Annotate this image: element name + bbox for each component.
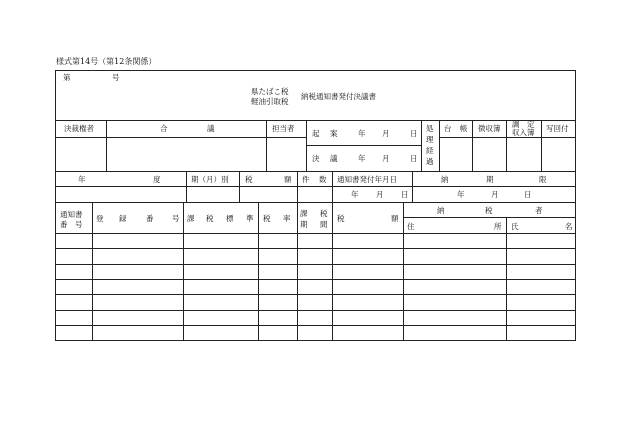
tax-amount-char: 額 (391, 214, 399, 223)
notice-number-label-1: 通知書 (60, 210, 83, 219)
rule (403, 202, 404, 341)
rule (186, 171, 187, 202)
tax-base-char: 税 (206, 214, 214, 223)
tax-period-char: 間 (320, 220, 328, 229)
rule (412, 171, 413, 202)
assessment-label-1: 調 定 (512, 120, 535, 129)
rule (421, 120, 422, 171)
rule (506, 120, 507, 171)
tax-name-diesel: 軽油引取税 (251, 97, 289, 106)
draft-year: 年 (358, 129, 366, 138)
decision-day: 日 (410, 154, 418, 163)
rule (332, 171, 333, 202)
ledger-label-1: 台 (444, 124, 452, 133)
rule (55, 264, 576, 265)
deadline-month: 月 (491, 190, 499, 199)
rule (306, 120, 307, 171)
rule (55, 325, 576, 326)
rule (239, 171, 240, 202)
taxpayer-char: 納 (437, 206, 445, 215)
draft-label-2: 案 (330, 129, 338, 138)
address-char: 所 (494, 222, 502, 231)
rule (55, 248, 576, 249)
rule (55, 202, 576, 203)
rule (55, 137, 306, 138)
rule (297, 202, 298, 341)
rule (306, 145, 421, 146)
tax-base-char: 標 (226, 214, 234, 223)
period-label: 期（月）別 (191, 175, 229, 184)
registration-number-char: 録 (119, 214, 127, 223)
rule (258, 202, 259, 341)
rule (55, 233, 576, 234)
address-char: 住 (407, 222, 415, 231)
number-prefix: 第 (63, 73, 71, 82)
tax-rate-char: 率 (283, 214, 291, 223)
tax-period-char: 税 (320, 209, 328, 218)
fiscal-year-label-1: 年 (78, 175, 86, 184)
tax-amount-label-2: 額 (284, 175, 292, 184)
registration-number-char: 登 (96, 214, 104, 223)
rule (266, 120, 267, 171)
process-char: 経 (426, 146, 434, 155)
rule (297, 171, 298, 202)
deadline-label-2: 期 (486, 175, 494, 184)
deadline-day: 日 (524, 190, 532, 199)
assessment-label-2: 収入簿 (512, 128, 535, 137)
deadline-year: 年 (457, 190, 465, 199)
issue-date-label: 通知書発付年月日 (337, 175, 397, 184)
rule (472, 120, 473, 171)
ledger-label-2: 帳 (460, 124, 468, 133)
collection-book-label: 徴収簿 (478, 124, 501, 133)
rule (92, 202, 93, 341)
rule (106, 120, 107, 171)
rule (55, 171, 576, 172)
rule (439, 120, 440, 171)
document-title: 納税通知書発付決議書 (301, 92, 376, 101)
rule (183, 202, 184, 341)
rule (439, 137, 576, 138)
deadline-label-3: 限 (539, 175, 547, 184)
registration-number-char: 号 (172, 214, 180, 223)
form-frame (55, 70, 576, 341)
tax-amount-char: 税 (337, 214, 345, 223)
consultation-label-1: 合 (160, 124, 168, 133)
rule (55, 310, 576, 311)
decision-month: 月 (382, 154, 390, 163)
deadline-label-1: 納 (441, 175, 449, 184)
rule (55, 120, 576, 121)
notice-number-label-2: 番 号 (60, 220, 83, 229)
decision-label-1: 決 (312, 154, 320, 163)
form-caption: 様式第14号（第12条関係） (56, 57, 157, 66)
tax-amount-label-1: 税 (245, 175, 253, 184)
tax-rate-char: 税 (263, 214, 271, 223)
staff-label: 担当者 (272, 124, 295, 133)
decision-year: 年 (358, 154, 366, 163)
name-char: 名 (565, 222, 573, 231)
rule (506, 217, 507, 341)
count-label-2: 数 (319, 175, 327, 184)
tax-period-char: 課 (300, 209, 308, 218)
draft-day: 日 (410, 129, 418, 138)
issue-month: 月 (376, 190, 384, 199)
process-char: 理 (426, 135, 434, 144)
approver-label: 決裁権者 (64, 124, 94, 133)
rule (55, 294, 576, 295)
name-char: 氏 (511, 222, 519, 231)
decision-label-2: 議 (330, 154, 338, 163)
registration-number-char: 番 (146, 214, 154, 223)
tax-base-char: 課 (187, 214, 195, 223)
taxpayer-char: 者 (535, 206, 543, 215)
rule (403, 217, 576, 218)
fiscal-year-label-2: 度 (153, 175, 161, 184)
tax-name-tobacco: 県たばこ税 (251, 87, 289, 96)
rule (55, 279, 576, 280)
issue-year: 年 (351, 190, 359, 199)
rule (541, 120, 542, 171)
tax-period-char: 期 (300, 220, 308, 229)
issue-day: 日 (401, 190, 409, 199)
process-char: 過 (426, 157, 434, 166)
consultation-label-2: 議 (207, 124, 215, 133)
draft-label-1: 起 (312, 129, 320, 138)
copy-forward-label: 写回付 (546, 124, 569, 133)
draft-month: 月 (382, 129, 390, 138)
rule (55, 186, 576, 187)
taxpayer-char: 税 (485, 206, 493, 215)
count-label-1: 件 (302, 175, 310, 184)
tax-base-char: 準 (246, 214, 254, 223)
number-suffix: 号 (112, 73, 120, 82)
process-char: 処 (426, 124, 434, 133)
rule (332, 202, 333, 341)
